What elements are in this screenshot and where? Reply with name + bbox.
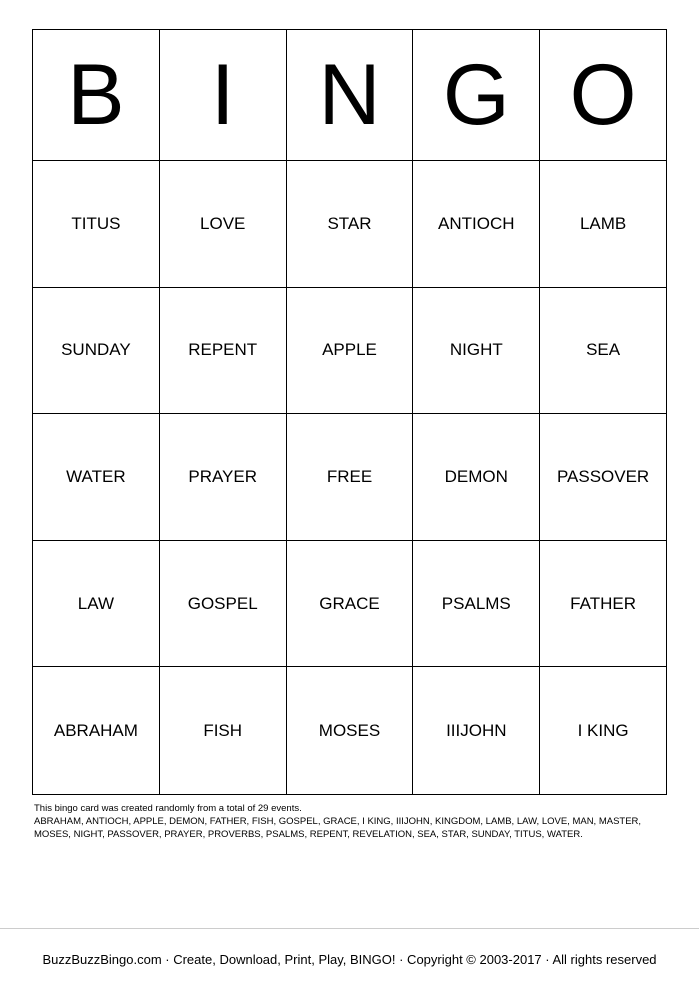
bingo-cell[interactable]: I KING bbox=[577, 720, 629, 740]
card-note-line-1: This bingo card was created randomly from a total of 29 events. bbox=[34, 803, 302, 814]
bingo-cell[interactable]: DEMON bbox=[413, 414, 540, 541]
bingo-cell[interactable]: GOSPEL bbox=[160, 541, 287, 668]
bingo-cell[interactable]: PRAYER bbox=[160, 414, 287, 541]
bingo-cell[interactable]: SUNDAY bbox=[33, 288, 160, 415]
bingo-cell[interactable]: ABRAHAM bbox=[33, 667, 160, 794]
bingo-cell[interactable]: ANTIOCH bbox=[413, 161, 540, 288]
bingo-cell[interactable]: REPENT bbox=[160, 288, 287, 415]
bingo-header-row bbox=[33, 30, 666, 161]
bingo-cell[interactable]: SEA bbox=[540, 288, 666, 415]
bingo-row bbox=[33, 667, 666, 794]
bingo-cell[interactable]: FATHER bbox=[540, 541, 666, 668]
bingo-row bbox=[33, 288, 666, 415]
bingo-cell[interactable]: TITUS bbox=[33, 161, 160, 288]
card-note-word-list: ABRAHAM, ANTIOCH, APPLE, DEMON, FATHER, FISH, GOSPEL, GRACE, I KING, IIIJOHN, KINGDOM, LAMB, LAW, LOVE, MAN, MASTER, MOSES, NIGHT, PASSOVER, PRAYER, PROVERBS, PSALMS, REPENT, REVELATION, SEA, STAR, SUNDAY, TITUS, WATER. bbox=[34, 815, 642, 840]
bingo-cell[interactable]: STAR bbox=[287, 161, 414, 288]
header-letter-o: O bbox=[540, 30, 666, 161]
page-footer bbox=[0, 952, 699, 967]
bingo-cell[interactable]: NIGHT bbox=[413, 288, 540, 415]
header-letter-b: B bbox=[33, 30, 160, 161]
bingo-cell[interactable]: PSALMS bbox=[413, 541, 540, 668]
bingo-cell[interactable]: LAW bbox=[33, 541, 160, 668]
bingo-row bbox=[33, 541, 666, 668]
bingo-cell[interactable]: MOSES bbox=[287, 667, 414, 794]
bingo-cell[interactable]: PASSOVER bbox=[540, 414, 666, 541]
bingo-card bbox=[32, 29, 667, 795]
header-letter-g: G bbox=[413, 30, 540, 161]
bingo-row bbox=[33, 414, 666, 541]
header-letter-n: N bbox=[287, 30, 414, 161]
header-letter-i: I bbox=[160, 30, 287, 161]
footer-text: BuzzBuzzBingo.com · Create, Download, Print, Play, BINGO! · Copyright © 2003-2017 · All rights reserved bbox=[42, 952, 657, 967]
bingo-cell[interactable]: LAMB bbox=[540, 161, 666, 288]
bingo-cell[interactable]: LOVE bbox=[160, 161, 287, 288]
card-note bbox=[34, 803, 674, 841]
footer-divider bbox=[0, 928, 699, 929]
bingo-row bbox=[33, 161, 666, 288]
bingo-cell[interactable]: IIIJOHN bbox=[413, 667, 540, 794]
bingo-cell[interactable]: FISH bbox=[160, 667, 287, 794]
bingo-cell-free[interactable]: FREE bbox=[287, 414, 414, 541]
bingo-cell[interactable]: APPLE bbox=[287, 288, 414, 415]
bingo-cell[interactable]: WATER bbox=[33, 414, 160, 541]
bingo-cell[interactable]: GRACE bbox=[287, 541, 414, 668]
